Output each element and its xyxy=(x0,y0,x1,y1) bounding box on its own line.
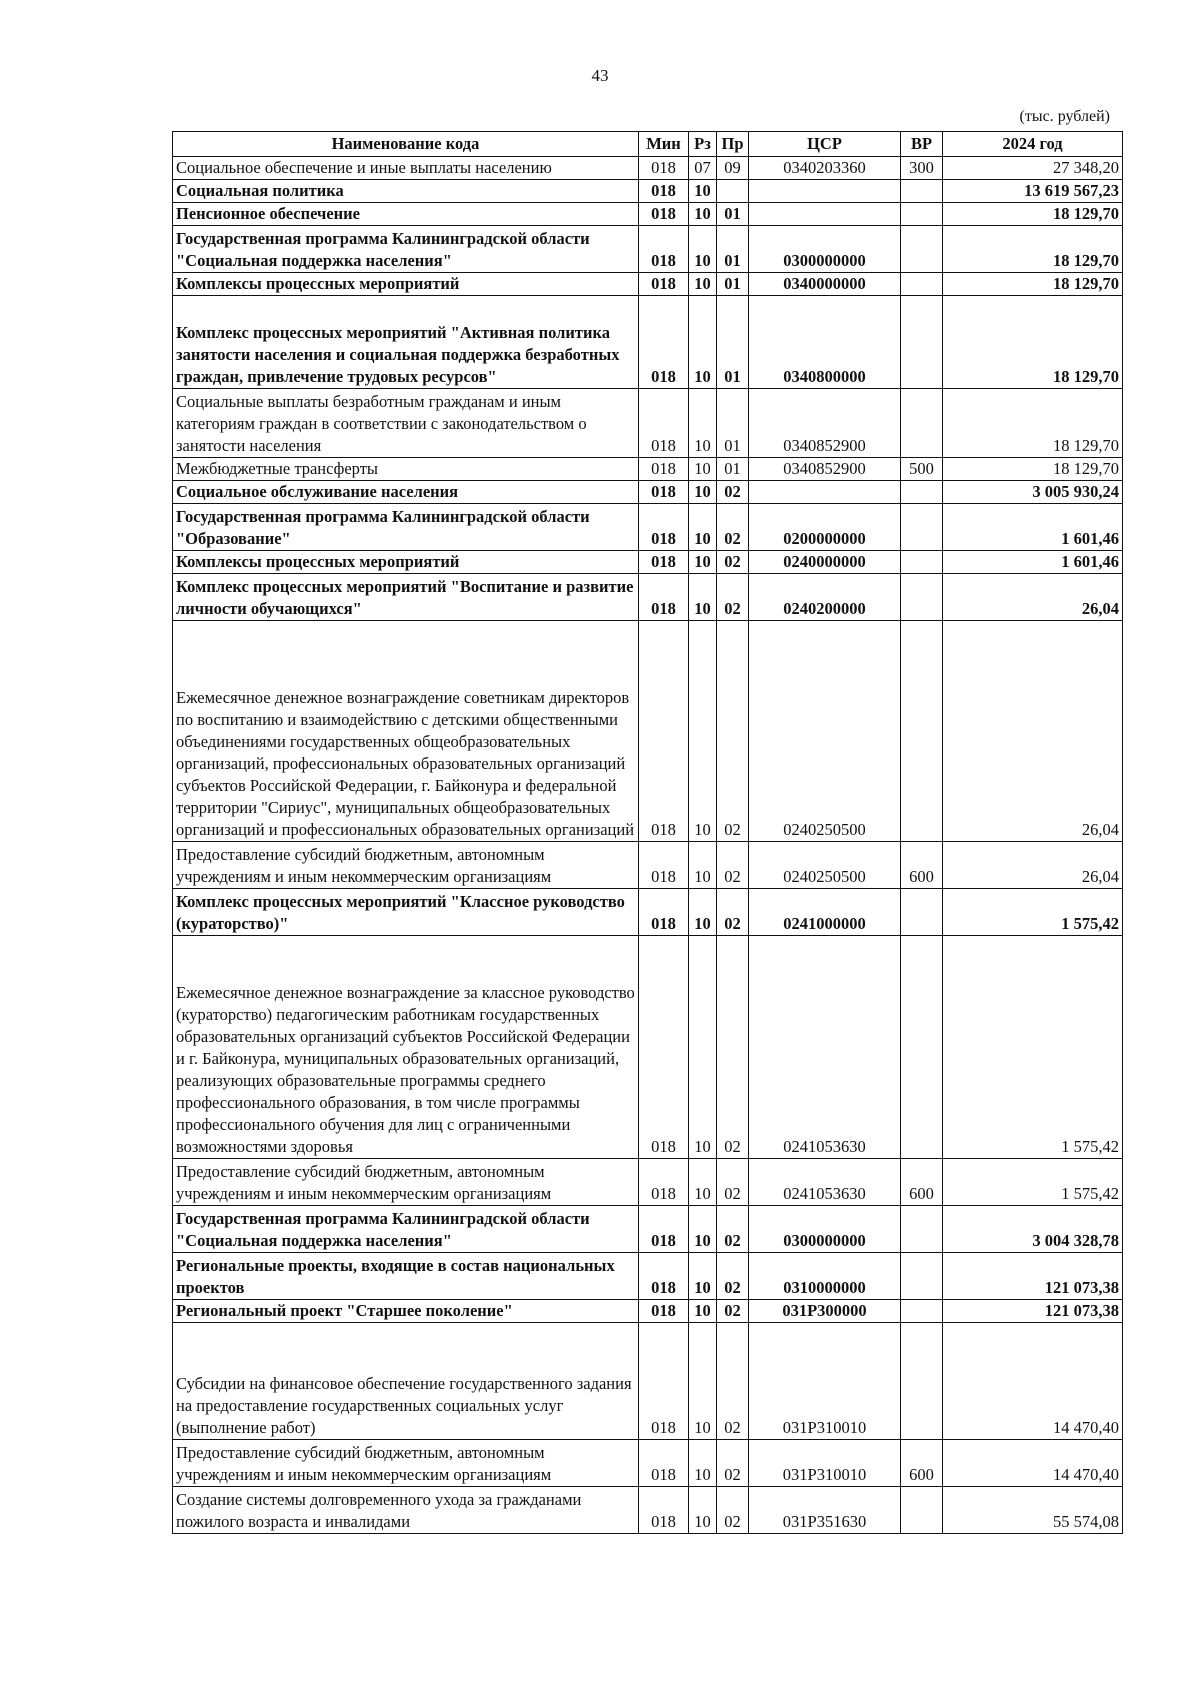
row-min: 018 xyxy=(639,504,689,551)
row-name: Комплексы процессных мероприятий xyxy=(173,273,639,296)
row-amount: 27 348,20 xyxy=(943,157,1123,180)
row-pr: 02 xyxy=(717,574,749,621)
header-min: Мин xyxy=(639,132,689,157)
row-rz: 10 xyxy=(689,1253,717,1300)
row-vr xyxy=(901,1323,943,1440)
row-rz: 10 xyxy=(689,481,717,504)
row-name: Комплекс процессных мероприятий "Активная политика занятости населения и социальная поддержка безработных граждан, привлечение трудовых ресурсов" xyxy=(173,296,639,389)
header-rz: Рз xyxy=(689,132,717,157)
row-name: Социальные выплаты безработным гражданам и иным категориям граждан в соответствии с законодательством о занятости населения xyxy=(173,389,639,458)
row-vr xyxy=(901,226,943,273)
row-min: 018 xyxy=(639,574,689,621)
row-min: 018 xyxy=(639,621,689,842)
row-pr: 01 xyxy=(717,273,749,296)
row-rz: 10 xyxy=(689,226,717,273)
row-name: Комплекс процессных мероприятий "Классное руководство (кураторство)" xyxy=(173,889,639,936)
row-amount: 121 073,38 xyxy=(943,1253,1123,1300)
row-amount: 1 575,42 xyxy=(943,1159,1123,1206)
row-csr: 0240250500 xyxy=(749,621,901,842)
row-pr: 02 xyxy=(717,1253,749,1300)
row-vr xyxy=(901,481,943,504)
row-rz: 10 xyxy=(689,458,717,481)
row-csr: 0340852900 xyxy=(749,389,901,458)
row-rz: 10 xyxy=(689,504,717,551)
row-vr xyxy=(901,551,943,574)
row-min: 018 xyxy=(639,936,689,1159)
row-amount: 121 073,38 xyxy=(943,1300,1123,1323)
row-rz: 10 xyxy=(689,1300,717,1323)
row-min: 018 xyxy=(639,842,689,889)
header-vr: ВР xyxy=(901,132,943,157)
row-name: Предоставление субсидий бюджетным, автономным учреждениям и иным некоммерческим организациям xyxy=(173,1440,639,1487)
row-amount: 3 004 328,78 xyxy=(943,1206,1123,1253)
row-rz: 10 xyxy=(689,551,717,574)
row-name: Создание системы долговременного ухода за гражданами пожилого возраста и инвалидами xyxy=(173,1487,639,1534)
row-pr: 02 xyxy=(717,1323,749,1440)
row-amount: 14 470,40 xyxy=(943,1440,1123,1487)
row-pr: 01 xyxy=(717,203,749,226)
table-row xyxy=(173,1440,1123,1487)
row-csr: 0310000000 xyxy=(749,1253,901,1300)
row-vr xyxy=(901,889,943,936)
row-csr xyxy=(749,180,901,203)
row-rz: 10 xyxy=(689,842,717,889)
row-rz: 10 xyxy=(689,1440,717,1487)
row-name: Региональные проекты, входящие в состав национальных проектов xyxy=(173,1253,639,1300)
row-csr: 0240000000 xyxy=(749,551,901,574)
row-min: 018 xyxy=(639,458,689,481)
row-rz: 10 xyxy=(689,296,717,389)
units-label: (тыс. рублей) xyxy=(1019,108,1110,125)
table-row xyxy=(173,1159,1123,1206)
row-vr xyxy=(901,389,943,458)
row-amount: 18 129,70 xyxy=(943,226,1123,273)
row-pr: 02 xyxy=(717,1300,749,1323)
row-csr xyxy=(749,481,901,504)
table-row xyxy=(173,936,1123,1159)
row-csr: 031Р310010 xyxy=(749,1440,901,1487)
header-csr: ЦСР xyxy=(749,132,901,157)
row-rz: 10 xyxy=(689,180,717,203)
row-rz: 10 xyxy=(689,203,717,226)
table-row xyxy=(173,180,1123,203)
row-min: 018 xyxy=(639,1440,689,1487)
row-vr xyxy=(901,296,943,389)
table-row xyxy=(173,481,1123,504)
row-name: Ежемесячное денежное вознаграждение за классное руководство (кураторство) педагогическим работникам государственных образовательных организаций субъектов Российской Федерации и г. Байконура, муниципальных образовательных организаций, реализующих образовательные программы среднего профессионального образования, в том числе программы профессионального обучения для лиц с ограниченными возможностями здоровья xyxy=(173,936,639,1159)
row-rz: 10 xyxy=(689,1159,717,1206)
row-name: Государственная программа Калининградской области "Образование" xyxy=(173,504,639,551)
row-csr: 0340800000 xyxy=(749,296,901,389)
row-pr: 02 xyxy=(717,936,749,1159)
row-amount: 1 601,46 xyxy=(943,504,1123,551)
row-vr xyxy=(901,574,943,621)
header-year: 2024 год xyxy=(943,132,1123,157)
row-pr: 02 xyxy=(717,1206,749,1253)
row-rz: 10 xyxy=(689,1206,717,1253)
row-name: Региональный проект "Старшее поколение" xyxy=(173,1300,639,1323)
row-name: Комплекс процессных мероприятий "Воспитание и развитие личности обучающихся" xyxy=(173,574,639,621)
row-pr: 01 xyxy=(717,226,749,273)
row-pr: 02 xyxy=(717,1159,749,1206)
row-min: 018 xyxy=(639,1487,689,1534)
row-pr: 02 xyxy=(717,504,749,551)
header-name: Наименование кода xyxy=(173,132,639,157)
row-min: 018 xyxy=(639,296,689,389)
row-amount: 13 619 567,23 xyxy=(943,180,1123,203)
table-row xyxy=(173,1487,1123,1534)
row-rz: 10 xyxy=(689,621,717,842)
table-row xyxy=(173,504,1123,551)
row-name: Комплексы процессных мероприятий xyxy=(173,551,639,574)
row-vr: 500 xyxy=(901,458,943,481)
row-min: 018 xyxy=(639,481,689,504)
row-vr: 600 xyxy=(901,1440,943,1487)
row-csr: 0241053630 xyxy=(749,936,901,1159)
row-min: 018 xyxy=(639,889,689,936)
row-pr: 01 xyxy=(717,389,749,458)
row-pr: 02 xyxy=(717,889,749,936)
row-amount: 55 574,08 xyxy=(943,1487,1123,1534)
table-row xyxy=(173,621,1123,842)
row-name: Государственная программа Калининградской области "Социальная поддержка населения" xyxy=(173,226,639,273)
row-vr xyxy=(901,1253,943,1300)
table-body xyxy=(173,157,1123,1534)
row-csr: 0340852900 xyxy=(749,458,901,481)
row-pr xyxy=(717,180,749,203)
row-min: 018 xyxy=(639,1159,689,1206)
row-pr: 02 xyxy=(717,842,749,889)
row-amount: 1 601,46 xyxy=(943,551,1123,574)
row-pr: 02 xyxy=(717,481,749,504)
row-vr: 300 xyxy=(901,157,943,180)
row-pr: 02 xyxy=(717,551,749,574)
table-row xyxy=(173,226,1123,273)
row-vr xyxy=(901,203,943,226)
row-csr: 0241053630 xyxy=(749,1159,901,1206)
row-amount: 1 575,42 xyxy=(943,936,1123,1159)
row-csr: 031Р300000 xyxy=(749,1300,901,1323)
row-csr: 0300000000 xyxy=(749,226,901,273)
row-rz: 10 xyxy=(689,936,717,1159)
table-row xyxy=(173,203,1123,226)
row-vr: 600 xyxy=(901,842,943,889)
row-amount: 18 129,70 xyxy=(943,273,1123,296)
table-row xyxy=(173,157,1123,180)
row-name: Социальное обеспечение и иные выплаты населению xyxy=(173,157,639,180)
table-row xyxy=(173,389,1123,458)
table-row xyxy=(173,842,1123,889)
row-rz: 10 xyxy=(689,574,717,621)
row-csr: 0300000000 xyxy=(749,1206,901,1253)
row-pr: 02 xyxy=(717,621,749,842)
row-csr: 031Р310010 xyxy=(749,1323,901,1440)
row-rz: 10 xyxy=(689,889,717,936)
row-rz: 10 xyxy=(689,273,717,296)
row-min: 018 xyxy=(639,1300,689,1323)
row-vr xyxy=(901,180,943,203)
row-min: 018 xyxy=(639,203,689,226)
row-amount: 26,04 xyxy=(943,842,1123,889)
table-row xyxy=(173,1323,1123,1440)
row-vr xyxy=(901,1206,943,1253)
row-amount: 18 129,70 xyxy=(943,296,1123,389)
row-vr xyxy=(901,504,943,551)
table-row xyxy=(173,1300,1123,1323)
row-vr xyxy=(901,936,943,1159)
row-pr: 01 xyxy=(717,458,749,481)
row-csr: 0340000000 xyxy=(749,273,901,296)
row-min: 018 xyxy=(639,1323,689,1440)
row-vr xyxy=(901,273,943,296)
row-min: 018 xyxy=(639,1253,689,1300)
row-name: Субсидии на финансовое обеспечение государственного задания на предоставление государственных социальных услуг (выполнение работ) xyxy=(173,1323,639,1440)
table-row xyxy=(173,273,1123,296)
row-csr: 0241000000 xyxy=(749,889,901,936)
row-min: 018 xyxy=(639,273,689,296)
row-name: Социальное обслуживание населения xyxy=(173,481,639,504)
row-rz: 10 xyxy=(689,389,717,458)
row-rz: 10 xyxy=(689,1487,717,1534)
row-rz: 10 xyxy=(689,1323,717,1440)
row-csr: 031Р351630 xyxy=(749,1487,901,1534)
row-name: Ежемесячное денежное вознаграждение советникам директоров по воспитанию и взаимодействию с детскими общественными объединениями государственных общеобразовательных организаций, профессиональных образовательных организаций субъектов Российской Федерации, г. Байконура и федеральной территории "Сириус", муниципальных общеобразовательных организаций и профессиональных образовательных организаций xyxy=(173,621,639,842)
row-vr xyxy=(901,621,943,842)
table-row xyxy=(173,1253,1123,1300)
row-csr: 0340203360 xyxy=(749,157,901,180)
table-row xyxy=(173,574,1123,621)
row-pr: 01 xyxy=(717,296,749,389)
table-row xyxy=(173,551,1123,574)
row-name: Пенсионное обеспечение xyxy=(173,203,639,226)
row-min: 018 xyxy=(639,1206,689,1253)
row-amount: 18 129,70 xyxy=(943,389,1123,458)
row-name: Предоставление субсидий бюджетным, автономным учреждениям и иным некоммерческим организациям xyxy=(173,1159,639,1206)
row-csr: 0240200000 xyxy=(749,574,901,621)
table-row xyxy=(173,1206,1123,1253)
row-name: Государственная программа Калининградской области "Социальная поддержка населения" xyxy=(173,1206,639,1253)
row-amount: 3 005 930,24 xyxy=(943,481,1123,504)
table-row xyxy=(173,458,1123,481)
row-amount: 18 129,70 xyxy=(943,458,1123,481)
row-min: 018 xyxy=(639,180,689,203)
row-amount: 1 575,42 xyxy=(943,889,1123,936)
row-pr: 02 xyxy=(717,1487,749,1534)
table-row xyxy=(173,889,1123,936)
row-csr: 0240250500 xyxy=(749,842,901,889)
row-csr: 0200000000 xyxy=(749,504,901,551)
row-rz: 07 xyxy=(689,157,717,180)
row-min: 018 xyxy=(639,389,689,458)
row-amount: 18 129,70 xyxy=(943,203,1123,226)
row-min: 018 xyxy=(639,551,689,574)
row-vr xyxy=(901,1487,943,1534)
table-header-row xyxy=(173,132,1123,157)
row-pr: 02 xyxy=(717,1440,749,1487)
row-name: Межбюджетные трансферты xyxy=(173,458,639,481)
row-vr: 600 xyxy=(901,1159,943,1206)
table-row xyxy=(173,296,1123,389)
row-csr xyxy=(749,203,901,226)
row-min: 018 xyxy=(639,226,689,273)
header-pr: Пр xyxy=(717,132,749,157)
row-pr: 09 xyxy=(717,157,749,180)
row-min: 018 xyxy=(639,157,689,180)
row-name: Социальная политика xyxy=(173,180,639,203)
budget-table xyxy=(172,131,1123,1534)
row-amount: 26,04 xyxy=(943,621,1123,842)
page-number: 43 xyxy=(591,66,609,85)
row-name: Предоставление субсидий бюджетным, автономным учреждениям и иным некоммерческим организациям xyxy=(173,842,639,889)
row-amount: 26,04 xyxy=(943,574,1123,621)
row-vr xyxy=(901,1300,943,1323)
row-amount: 14 470,40 xyxy=(943,1323,1123,1440)
